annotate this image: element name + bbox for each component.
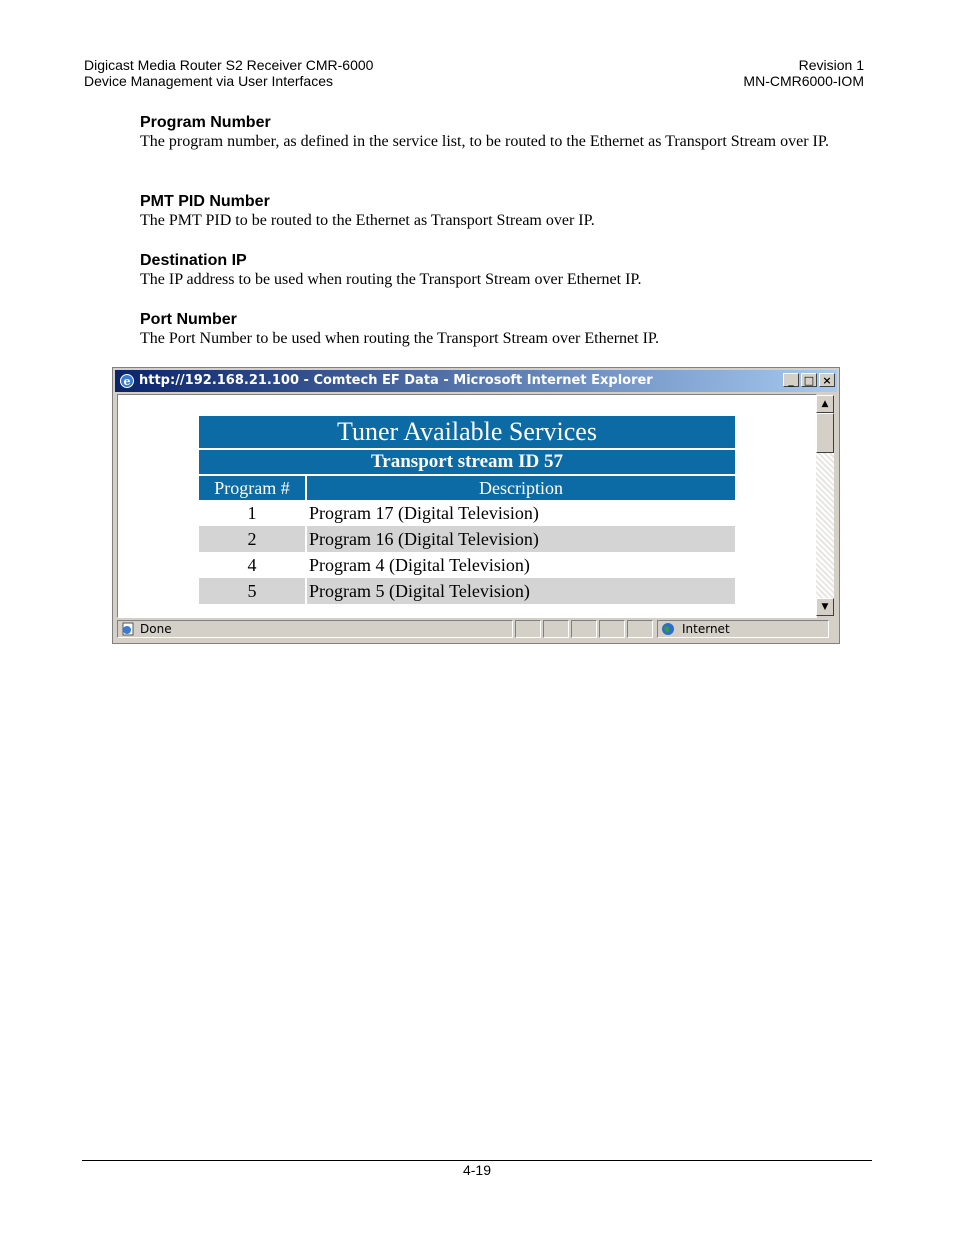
section-heading: Port Number (140, 311, 237, 328)
doc-revision: Revision 1 (798, 57, 864, 73)
cell-description: Program 4 (Digital Television) (309, 555, 530, 575)
internet-explorer-icon (119, 373, 135, 389)
maximize-button[interactable]: □ (801, 373, 817, 387)
cell-program: 2 (199, 526, 307, 552)
window-controls (783, 373, 835, 387)
zone-text: Internet (682, 622, 730, 636)
column-header-program: Program # (199, 476, 307, 500)
security-zone-panel (657, 620, 829, 638)
window-titlebar[interactable] (115, 370, 837, 392)
minimize-button[interactable]: _ (783, 373, 799, 387)
section-text: The PMT PID to be routed to the Ethernet as Transport Stream over IP. (140, 212, 595, 229)
status-slot (515, 620, 541, 638)
page-number: 4-19 (462, 1162, 492, 1178)
status-panel (117, 620, 513, 638)
section-pmt-pid (140, 192, 870, 231)
scroll-down-button[interactable]: ▼ (816, 598, 834, 616)
table-row (199, 552, 735, 578)
table-subtitle: Transport stream ID 57 (199, 450, 735, 476)
services-table (199, 416, 735, 604)
section-heading: Program Number (140, 114, 271, 131)
cell-description: Program 16 (Digital Television) (307, 526, 735, 552)
doc-number: MN-CMR6000-IOM (743, 73, 864, 89)
status-slot (571, 620, 597, 638)
browser-content (117, 394, 817, 618)
page-done-icon (121, 622, 135, 636)
status-bar (117, 619, 835, 639)
section-text: The Port Number to be used when routing the Transport Stream over Ethernet IP. (140, 330, 660, 347)
table-row (199, 526, 735, 552)
section-port-number (140, 310, 870, 349)
globe-icon (661, 622, 675, 636)
table-row (199, 578, 735, 604)
cell-program: 4 (199, 552, 307, 578)
cell-program: 5 (199, 578, 307, 604)
window-title: http://192.168.21.100 - Comtech EF Data - Microsoft Internet Explorer (139, 373, 653, 388)
status-slot (543, 620, 569, 638)
cell-description: Program 5 (Digital Television) (307, 578, 735, 604)
status-slot (599, 620, 625, 638)
close-button[interactable]: × (819, 373, 835, 387)
scroll-up-button[interactable]: ▲ (816, 395, 834, 413)
footer-divider (82, 1160, 872, 1161)
cell-description: Program 17 (Digital Television) (309, 503, 539, 523)
browser-window (112, 367, 840, 644)
page-header-right (743, 57, 864, 89)
section-destination-ip (140, 251, 870, 290)
page-header-left (84, 57, 373, 89)
table-title: Tuner Available Services (199, 416, 735, 450)
section-text: The program number, as defined in the service list, to be routed to the Ethernet as Transport Stream over IP. (140, 133, 829, 150)
section-text: The IP address to be used when routing the Transport Stream over Ethernet IP. (140, 271, 642, 288)
vertical-scrollbar[interactable] (816, 395, 834, 616)
table-row (199, 500, 735, 526)
column-header-description: Description (307, 476, 735, 500)
svg-text:e: e (123, 375, 131, 388)
doc-chapter: Device Management via User Interfaces (84, 73, 333, 89)
section-program-number (140, 113, 870, 152)
doc-title: Digicast Media Router S2 Receiver CMR-6000 (84, 57, 374, 73)
status-slot (627, 620, 653, 638)
cell-program: 1 (199, 500, 307, 526)
status-text: Done (140, 622, 172, 636)
scroll-thumb[interactable] (816, 413, 834, 453)
section-heading: PMT PID Number (140, 193, 270, 210)
table-header-row (199, 476, 735, 500)
section-heading: Destination IP (140, 252, 247, 269)
